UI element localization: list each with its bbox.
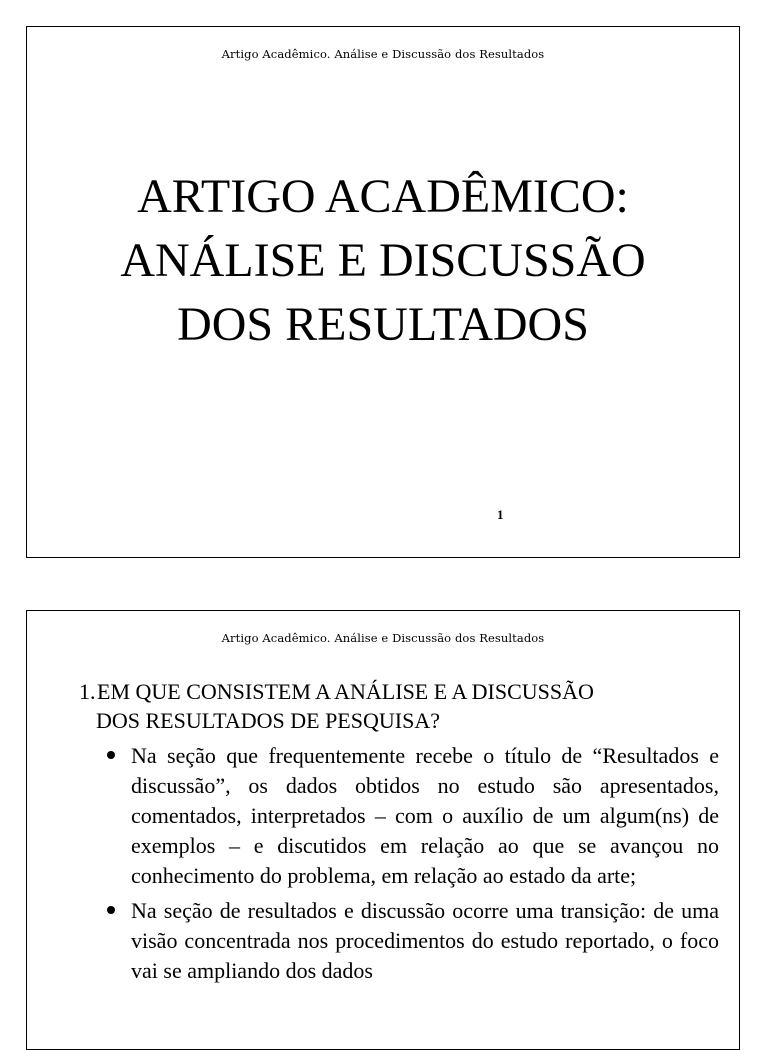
title-line-3: DOS RESULTADOS: [177, 298, 589, 351]
bullet-text: Na seção de resultados e discussão ocorre uma transição: de uma visão concentrada nos procedimentos do estudo reportado, o foco vai se ampliando dos dados: [131, 898, 719, 983]
section-number: 1.: [79, 679, 96, 704]
slide-header: Artigo Acadêmico. Análise e Discussão dos Resultados: [221, 47, 545, 61]
slide-1: [26, 26, 740, 558]
section-heading-line-1: [79, 677, 719, 706]
bullet-item: [107, 896, 719, 986]
bullet-item: [107, 741, 719, 891]
section-title-part-2: DOS RESULTADOS DE PESQUISA?: [96, 708, 440, 733]
page-number: 1: [497, 507, 504, 522]
slide-header: Artigo Acadêmico. Análise e Discussão dos Resultados: [221, 631, 545, 645]
slide-title: [27, 165, 739, 357]
section-title-part-1: EM QUE CONSISTEM A ANÁLISE E A DISCUSSÃO: [97, 679, 594, 704]
slide-2: [26, 610, 740, 1050]
bullet-icon: [107, 751, 115, 759]
title-line-1: ARTIGO ACADÊMICO:: [137, 170, 629, 223]
title-line-2: ANÁLISE E DISCUSSÃO: [120, 234, 646, 287]
bullet-icon: [107, 906, 115, 914]
bullet-text: Na seção que frequentemente recebe o título de “Resultados e discussão”, os dados obtidos no estudo são apresentados, comentados, interpretados – com o auxílio de um algum(ns) de exemplos – e discutidos em relação ao que se avançou no conhecimento do problema, em relação ao estado da arte;: [131, 743, 719, 888]
bullet-list: [107, 741, 719, 991]
section-heading: [79, 677, 719, 735]
